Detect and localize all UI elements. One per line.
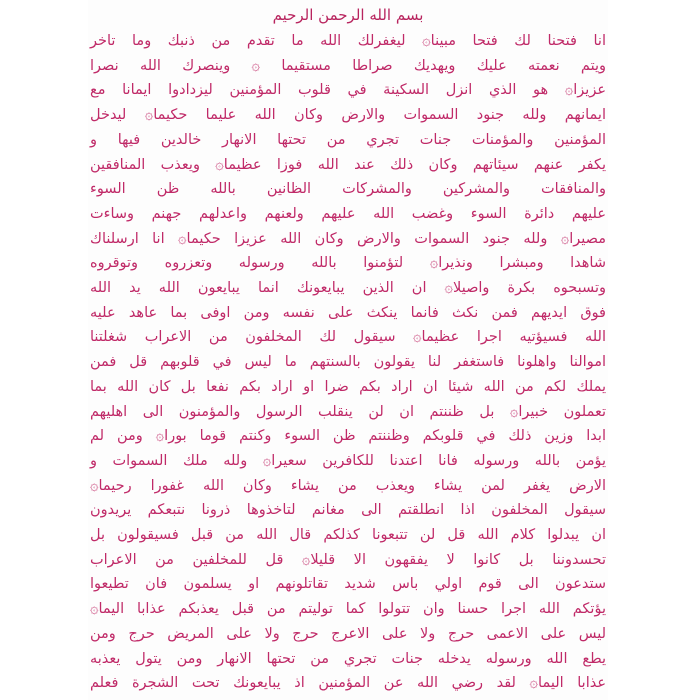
text-line: يؤمن بالله ورسوله فانا اعتدنا للكافرين سعيرا۞ ولله ملك السموات و — [90, 452, 606, 469]
text-line: المؤمنين والمؤمنات جنات تجري من تحتها الانهار خالدين فيها و — [90, 131, 606, 148]
text-line: شاهدا ومبشرا ونذيرا۞ لتؤمنوا بالله ورسوله وتعزروه وتوقروه — [90, 255, 606, 272]
text-line: تحسدوننا بل كانوا لا يفقهون الا قليلا۞ قل للمخلفين من الاعراب — [90, 551, 606, 568]
text-line: ان يبدلوا كلام الله قل لن تتبعونا كذلكم قال الله من قبل فسيقولون بل — [90, 527, 606, 543]
text-line: اموالنا واهلونا فاستغفر لنا يقولون بالسنتهم ما ليس في قلوبهم قل فمن — [90, 354, 606, 371]
text-line: انا فتحنا لك فتحا مبينا۞ ليغفرلك الله ما تقدم من ذنبك وما تاخر — [90, 33, 606, 49]
text-line: عذابا اليما۞ لقد رضي الله عن المؤمنين اذ يبايعونك تحت الشجرة فعلم — [90, 675, 606, 692]
text-line: الله فسيؤتيه اجرا عظيما۞ سيقول لك المخلفون من الاعراب شغلتنا — [90, 329, 606, 346]
text-line: ايمانهم ولله جنود السموات والارض وكان الله عليما حكيما۞ ليدخل — [90, 107, 606, 124]
text-line: الارض يغفر لمن يشاء ويعذب من يشاء وكان الله غفورا رحيما۞ — [90, 477, 606, 494]
text-line: والمنافقات والمشركين والمشركات الظانين بالله ظن السوء — [90, 181, 606, 198]
text-line: ستدعون الى قوم اولي باس شديد تقاتلونهم او يسلمون فان تطيعوا — [90, 576, 606, 593]
text-line: ليس على الاعمى حرج ولا على الاعرج حرج ولا على المريض حرج ومن — [90, 625, 606, 642]
text-line: سيقول المخلفون اذا انطلقتم الى مغانم لتاخذوها ذرونا نتبعكم يريدون — [90, 502, 606, 519]
text-line: يكفر عنهم سيئاتهم وكان ذلك عند الله فوزا عظيما۞ ويعذب المنافقين — [90, 156, 606, 173]
text-line: وتسبحوه بكرة واصيلا۞ ان الذين يبايعونك انما يبايعون الله يد الله — [90, 280, 606, 296]
text-line: يملك لكم من الله شيئا ان اراد بكم ضرا او اراد بكم نفعا بل كان الله بما — [90, 378, 606, 395]
text-line: عليهم دائرة السوء وغضب الله عليهم ولعنهم واعدلهم جهنم وساءت — [90, 205, 606, 222]
text-line: ويتم نعمته عليك ويهديك صراطا مستقيما ۞ وينصرك الله نصرا — [90, 57, 606, 74]
text-line: فوق ايديهم فمن نكث فانما ينكث على نفسه ومن اوفى بما عاهد عليه — [90, 304, 606, 321]
text-line: ابدا وزين ذلك في قلوبكم وظننتم ظن السوء وكنتم قوما بورا۞ ومن لم — [90, 428, 606, 445]
text-line: يطع الله ورسوله يدخله جنات تجري من تحتها الانهار ومن يتول يعذبه — [90, 650, 606, 667]
page-heading: بسم الله الرحمن الرحيم — [272, 6, 424, 24]
text-line: مصيرا۞ ولله جنود السموات والارض وكان الله عزيزا حكيما۞ انا ارسلناك — [90, 230, 606, 247]
manuscript-page — [88, 0, 608, 700]
text-line: تعملون خبيرا۞ بل ظننتم ان لن ينقلب الرسول والمؤمنون الى اهليهم — [90, 403, 606, 420]
text-line: عزيزا۞ هو الذي انزل السكينة في قلوب المؤمنين ليزدادوا ايمانا مع — [90, 82, 606, 99]
text-line: يؤتكم الله اجرا حسنا وان تتولوا كما توليتم من قبل يعذبكم عذابا اليما۞ — [90, 601, 606, 618]
